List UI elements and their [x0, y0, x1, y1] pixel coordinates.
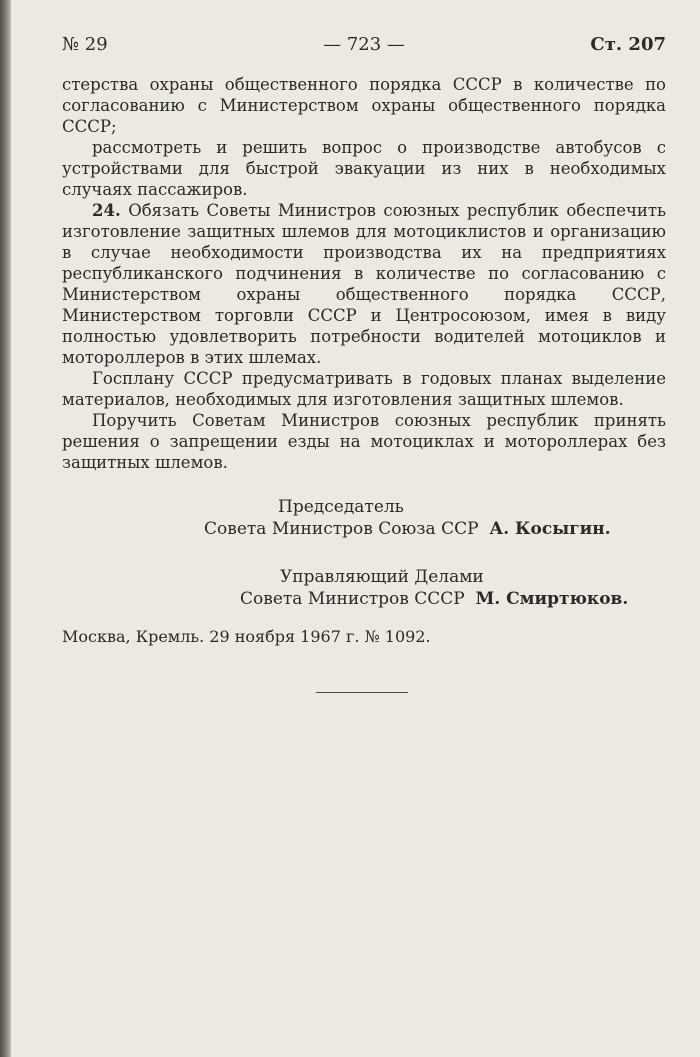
signature-title-org: [240, 588, 628, 610]
signature-org: Совета Министров Союза ССР: [204, 519, 479, 539]
paragraph-text: рассмотреть и решить вопрос о производстве автобусов с устройствами для быстрой эвакуации из них в необходимых случаях пассажиров.: [62, 138, 666, 199]
paragraph-continuation: [62, 74, 666, 137]
signature-title: Председатель: [278, 497, 404, 517]
paragraph-text: Госплану СССР предусматривать в годовых планах выделение материалов, необходимых для изготовления защитных шлемов.: [62, 369, 666, 409]
signature-org: Совета Министров СССР: [240, 589, 465, 609]
paragraph-item-24: [62, 200, 666, 368]
article-number: Ст. 207: [590, 34, 666, 55]
binding-edge: [0, 0, 11, 1057]
paragraph: [62, 368, 666, 410]
item-number: 24.: [92, 201, 121, 220]
paragraph: [62, 410, 666, 473]
paragraph-text: Поручить Советам Министров союзных республик принять решения о запрещении езды на мотоциклах и мотороллерах без защитных шлемов.: [62, 411, 666, 472]
issue-number: № 29: [62, 34, 108, 55]
running-head: [62, 34, 666, 60]
signature-title: Управляющий Делами: [280, 567, 484, 587]
place-and-date: Москва, Кремль. 29 ноября 1967 г. № 1092.: [62, 627, 431, 646]
signature-title-org: [204, 518, 611, 540]
signature-name: М. Смиртюков.: [475, 589, 629, 609]
signature-name: А. Косыгин.: [489, 519, 611, 539]
paragraph: [62, 137, 666, 200]
page-number: — 723 —: [323, 34, 405, 55]
paragraph-text: Обязать Советы Министров союзных республик обеспечить изготовление защитных шлемов для мотоциклистов и организацию в случае необходимости производства их на предприятиях республиканского подчинения в количестве по согласованию с Министерством охраны общественного порядка СССР, Министерством торговли СССР и Центросоюзом, имея в виду полностью удовлетворить потребности водителей мотоциклов и мотороллеров в этих шлемах.: [62, 201, 666, 367]
end-rule: [316, 692, 408, 693]
paragraph-text: стерства охраны общественного порядка СССР в количестве по согласованию с Министерством охраны общественного порядка СССР;: [62, 75, 666, 136]
body-text: [62, 74, 666, 473]
